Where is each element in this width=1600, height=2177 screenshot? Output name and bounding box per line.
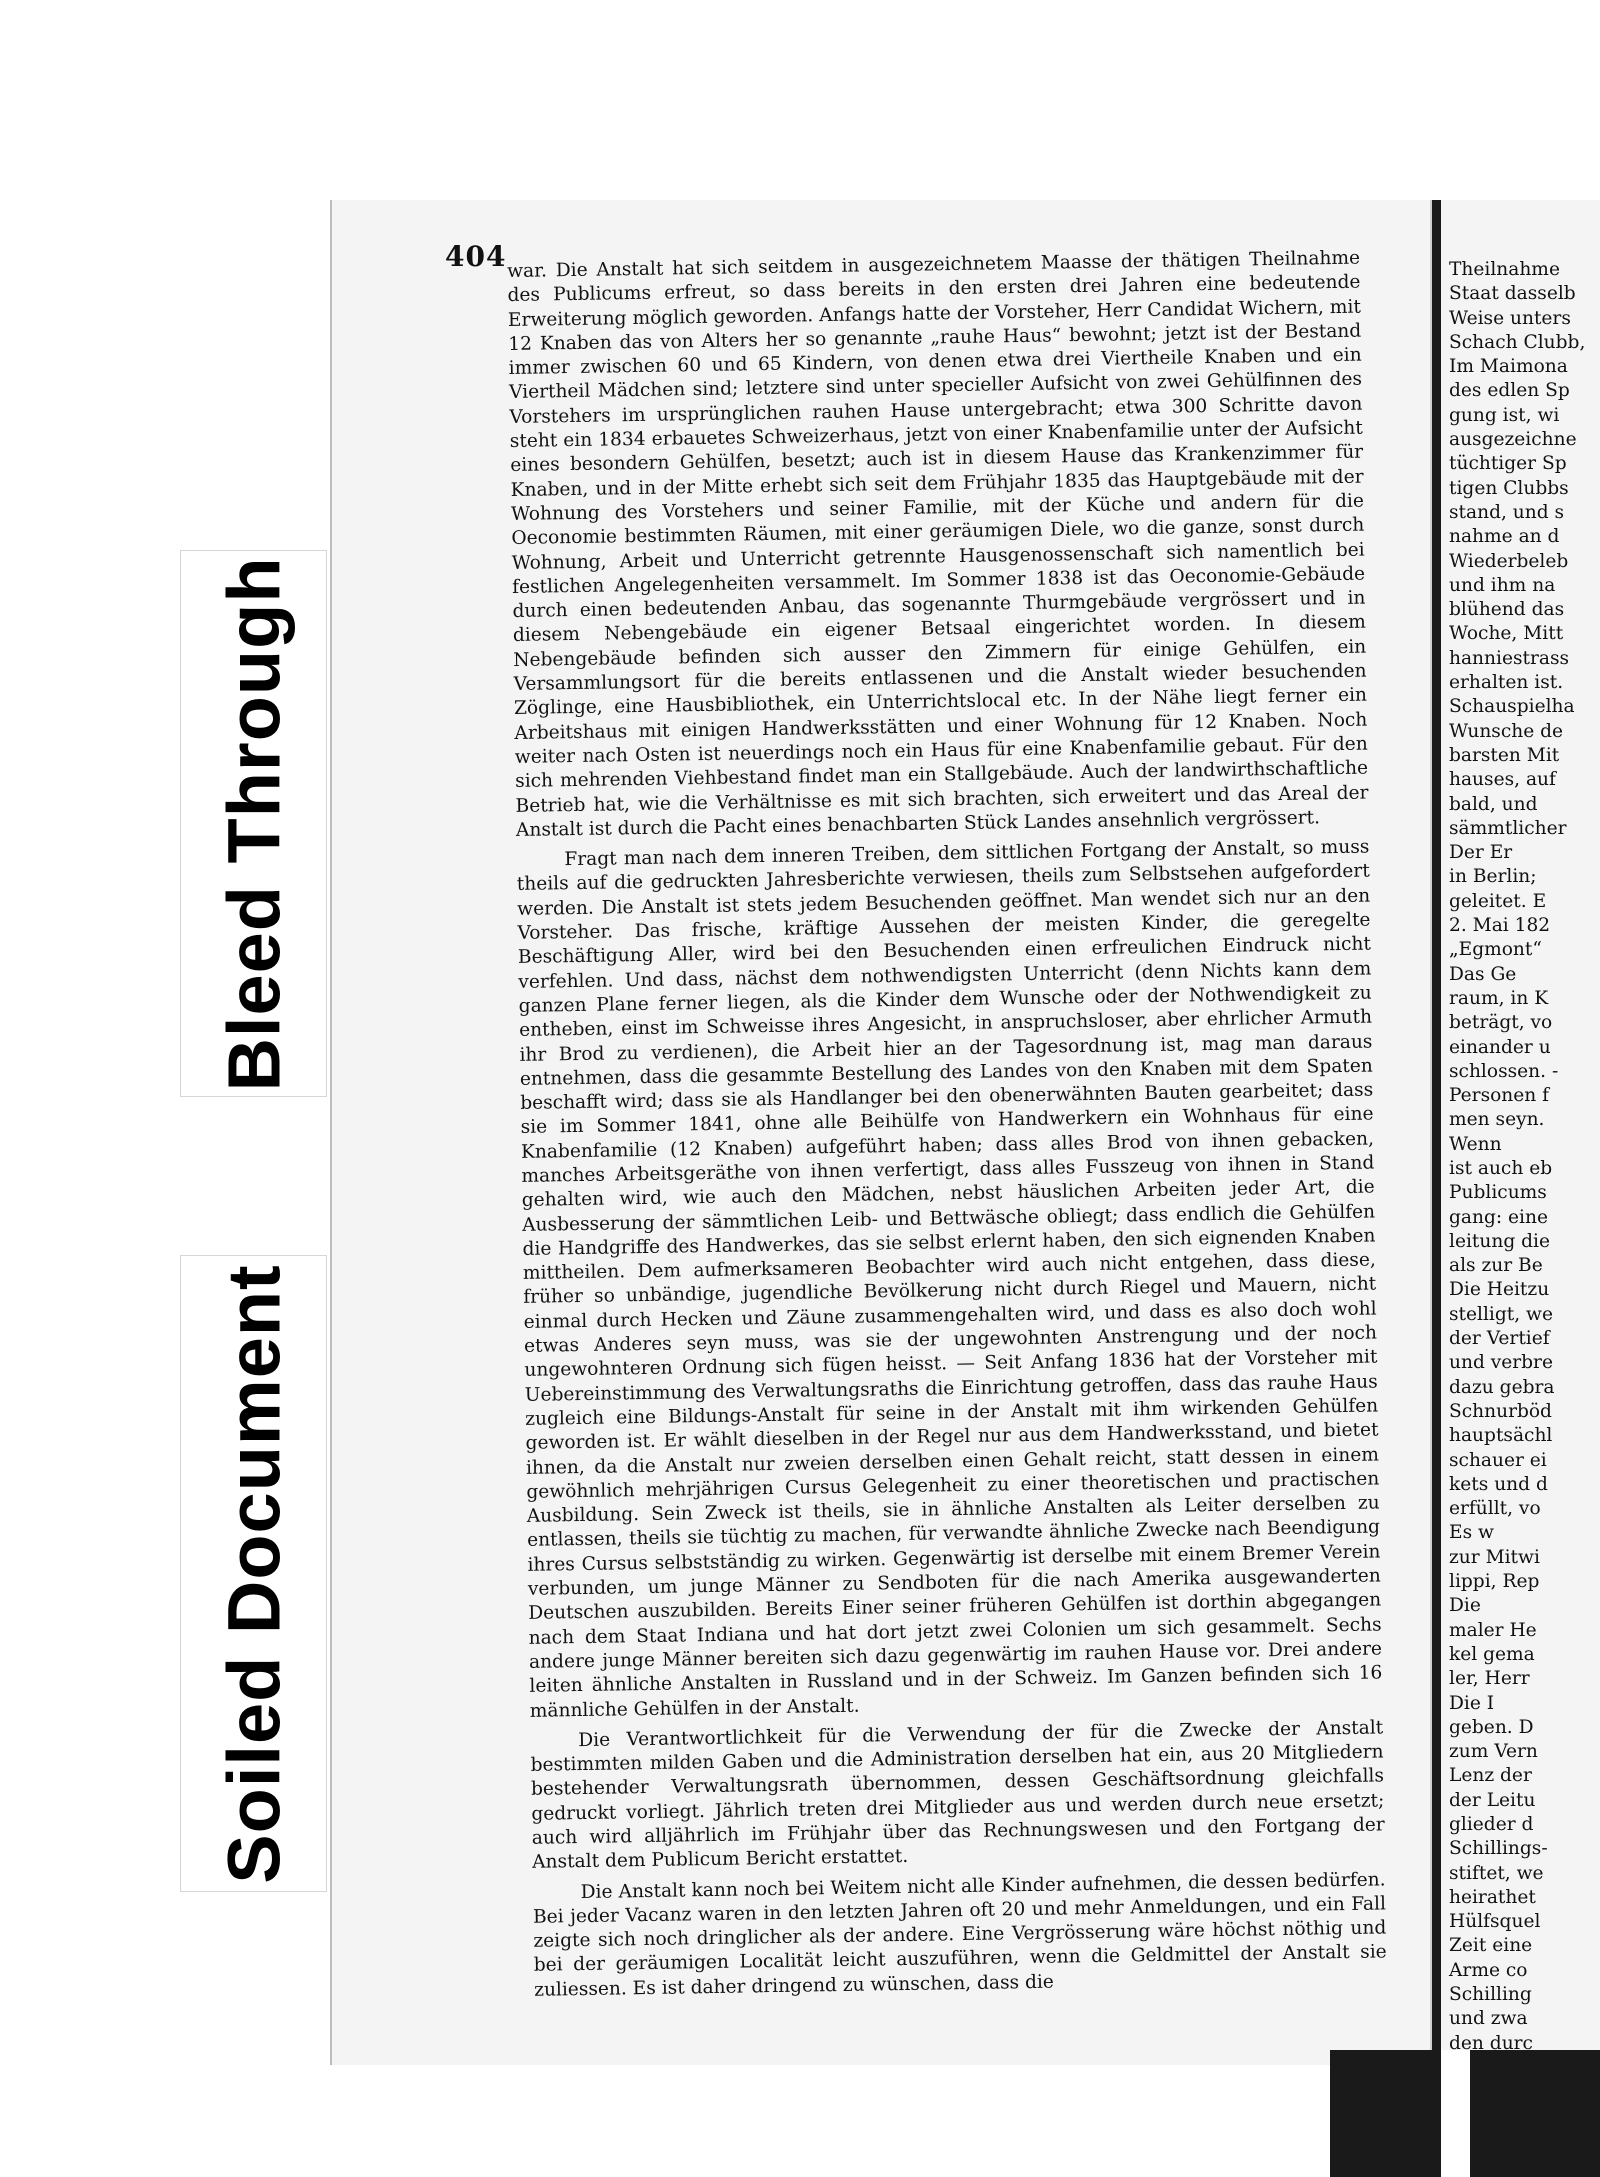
facing-page-line: nahme an d [1449,526,1560,548]
facing-page-line: Lenz der [1449,1765,1532,1787]
facing-page-line: den durc [1449,2032,1533,2050]
facing-page-line: heirathet [1449,1886,1536,1908]
facing-page-line: Wunsche de [1449,720,1564,742]
facing-page-line: des edlen Sp [1449,380,1570,402]
facing-page-line: Es w [1449,1522,1494,1544]
facing-page-line: erfüllt, vo [1449,1498,1541,1520]
facing-page-line: Schauspielha [1449,696,1575,718]
facing-page-line: und verbre [1449,1352,1553,1374]
facing-page-line: blühend das [1449,599,1565,621]
bleed-through-tag [180,550,327,1097]
facing-page-line: Theilnahme [1449,259,1560,280]
facing-page-line: Hülfsquel [1449,1911,1541,1933]
facing-page-line: hauses, auf [1449,769,1556,791]
facing-page-line: zur Mitwi [1449,1546,1540,1568]
facing-page-line: maler He [1449,1619,1537,1641]
facing-page-line: Zeit eine [1449,1935,1533,1957]
facing-page-line: Das Ge [1449,963,1517,985]
book-gutter [1432,200,1441,2177]
facing-page-line: lippi, Rep [1449,1571,1540,1593]
facing-page-line: Arme co [1449,1959,1528,1981]
facing-page-line: der Vertief [1449,1328,1550,1350]
facing-page-line: geleitet. E [1449,890,1547,912]
bleed-through-label: Bleed Through [212,555,295,1092]
book-page [330,200,1434,2065]
facing-page-line: raum, in K [1449,987,1549,1009]
facing-page-line: men seyn. [1449,1109,1545,1131]
facing-page-line: stiftet, we [1449,1862,1544,1884]
facing-page-line: kets und d [1449,1473,1548,1495]
facing-page-line: hauptsächl [1449,1425,1553,1447]
facing-page-line: „Egmont“ [1449,939,1542,961]
facing-page-text [1449,258,1600,2050]
facing-page-line: bald, und [1449,793,1538,815]
facing-page-line: stelligt, we [1449,1303,1553,1325]
facing-page-line: zum Vern [1449,1741,1538,1763]
facing-page-line: in Berlin; [1449,866,1537,888]
soiled-document-tag [180,1255,327,1892]
facing-page-line: Schach Clubb, [1449,331,1586,353]
facing-page-line: ler, Herr [1449,1668,1530,1690]
facing-page-line: Schilling [1449,1984,1532,2006]
facing-page-line: tüchtiger Sp [1449,453,1567,475]
facing-page-line: Schnurböd [1449,1400,1552,1422]
facing-page-line: Schillings- [1449,1838,1548,1860]
facing-page-line: Die I [1449,1692,1495,1714]
facing-page-line: gang: eine [1449,1206,1548,1228]
facing-page-line: tigen Clubbs [1449,477,1569,499]
facing-page-line: ausgezeichne [1449,429,1577,451]
facing-page-line: gung ist, wi [1449,404,1560,426]
facing-page-line: Der Er [1449,842,1513,864]
paragraph: war. Die Anstalt hat sich seitdem in ausgezeichnetem Maasse der thätigen Theilnahme des Publicums erfreut, so dass bereits in den ersten drei Jahren eine bedeutende Erweiterung möglich geworden. Anfangs hatte der Vorsteher, Herr Candidat Wichern, mit 12 Knaben das von Alters her so genannte „rauhe Haus“ bewohnt; jetzt ist der Bestand immer zwischen 60 und 65 Kindern, von denen etwa drei Viertheile Knaben und ein Viertheil Mädchen sind; letztere sind unter specieller Aufsicht von zwei Gehülfinnen des Vorstehers im ursprünglichen rauhen Hause untergebracht; etwa 300 Schritte davon steht ein 1834 erbauetes Schweizerhaus, jetzt von einer Knabenfamilie unter der Aufsicht eines besondern Gehülfen, besetzt; auch ist in diesem Hause das Krankenzimmer für Knaben, und in der Mitte erhebt sich seit dem Frühjahr 1835 das Hauptgebäude mit der Wohnung des Vorstehers und seiner Familie, mit der Küche und andern für die Oeconomie bestimmten Räumen, mit einer geräumigen Diele, wo die ganze, sonst durch Wohnung, Arbeit und Unterricht getrennte Hausgenossenschaft sich namentlich bei festlichen Angelegenheiten versammelt. Im Sommer 1838 ist das Oeconomie-Gebäude durch einen bedeutenden Anbau, das sogenannte Thurmgebäude vergrössert und in diesem Nebengebäude ein eigener Betsaal eingerichtet worden. In diesem Nebengebäude befinden sich ausser den Zimmern für einige Gehülfen, ein Versammlungsort für die bereits entlassenen und die Anstalt wieder besuchenden Zöglinge, eine Hausbibliothek, ein Unterrichtslocal etc. In der Nähe liegt ferner ein Arbeitshaus mit einigen Handwerksstätten und einer Wohnung für 12 Knaben. Noch weiter nach Osten ist neuerdings noch ein Haus für eine Knabenfamilie gebaut. Für den sich mehrenden Viehbestand findet man ein Stallgebäude. Auch der landwirthschaftliche Betrieb hat, wie die Verhältnisse es mit sich brachten, sich erweitert und das Areal der Anstalt ist durch die Pacht eines benachbarten Stück Landes ansehnlich vergrössert. [507,247,1369,841]
facing-page-line: Wiederbeleb [1449,550,1569,572]
facing-page-line: beträgt, vo [1449,1012,1553,1034]
facing-page-line: sämmtlicher [1449,817,1567,839]
facing-page-line: barsten Mit [1449,744,1560,766]
facing-page [1441,200,1600,2050]
scan-border [1330,2050,1432,2177]
page-number: 404 [445,240,507,273]
paragraph: Die Anstalt kann noch bei Weitem nicht alle Kinder aufnehmen, die dessen bedürfen. Bei jeder Vacanz waren in den letzten Jahren oft 20 und mehr Anmeldungen, und ein Fall zeigte sich noch dringlicher als der andere. Eine Vergrösserung wäre höchst nöthig und bei der geräumigen Localität leicht auszuführen, wenn die Geldmittel der Anstalt sie zuliessen. Es ist daher dringend zu wünschen, dass die [532,1868,1387,2001]
facing-page-line: Die [1449,1595,1481,1617]
facing-page-line: Staat dasselb [1449,283,1576,305]
facing-page-line: Wenn [1449,1133,1502,1155]
facing-page-line: ist auch eb [1449,1157,1553,1179]
soiled-document-label: Soiled Document [212,1263,295,1884]
paragraph: Die Verantwortlichkeit für die Verwendung der für die Zwecke der Anstalt bestimmten milden Gaben und die Administration derselben hat ein, aus 20 Mitgliedern bestehender Verwaltungsrath übernommen, dessen Geschäftsordnung gleichfalls gedruckt vorliegt. Jährlich treten drei Mitglieder aus und werden durch neue ersetzt; auch wird alljährlich im Frühjahr über das Rechnungswesen und den Fortgang der Anstalt dem Publicum Bericht erstattet. [530,1717,1385,1874]
facing-page-line: und ihm na [1449,574,1556,596]
facing-page-line: glieder d [1449,1814,1534,1835]
facing-page-line: Publicums [1449,1182,1547,1204]
facing-page-line: erhalten ist. [1449,672,1564,694]
facing-page-line: einander u [1449,1036,1551,1058]
facing-page-line: dazu gebra [1449,1376,1555,1398]
facing-page-line: der Leitu [1449,1789,1536,1811]
facing-page-line: stand, und s [1449,501,1565,523]
facing-page-line: schlossen. - [1449,1060,1559,1082]
scan-border [1470,2050,1600,2177]
facing-page-line: und zwa [1449,2008,1528,2030]
facing-page-line: 2. Mai 182 [1449,915,1551,937]
facing-page-line: Weise unters [1449,307,1571,329]
facing-page-line: leitung die [1449,1230,1550,1252]
facing-page-line: als zur Be [1449,1255,1543,1277]
facing-page-line: kel gema [1449,1643,1535,1665]
facing-page-line: Woche, Mitt [1449,623,1564,645]
facing-page-line: schauer ei [1449,1449,1547,1471]
paragraph: Fragt man nach dem inneren Treiben, dem sittlichen Fortgang der Anstalt, so muss theils auf die gedruckten Jahresberichte verwiesen, theils zum Selbstsehen aufgefordert werden. Die Anstalt ist stets jedem Besuchenden geöffnet. Man wendet sich nur an den Vorsteher. Das frische, kräftige Aussehen der meisten Kinder, die geregelte Beschäftigung Aller, wird bei den Besuchenden einen erfreulichen Eindruck nicht verfehlen. Und dass, nächst dem nothwendigsten Unterricht (denn Nichts kann dem ganzen Plane ferner liegen, als die Kinder dem Wunsche oder der Nothwendigkeit zu entheben, einst im Schweisse ihres Angesicht, in anspruchsloser, aber ehrlicher Armuth ihr Brod zu verdienen), die Arbeit hier an der Tagesordnung ist, mag man daraus entnehmen, dass die gesammte Bestellung des Landes von den Knaben mit dem Spaten beschafft wird; dass sie als Handlanger bei den obenerwähnten Bauten gearbeitet; dass sie im Sommer 1841, ohne alle Beihülfe von Handwerkern ein Wohnhaus für eine Knabenfamilie (12 Knaben) aufgeführt haben; dass alles Brod von ihnen gebacken, manches Arbeitsgeräthe von ihnen verfertigt, dass alles Fusszeug von ihnen in Stand gehalten wird, wie auch den Mädchen, nebst häuslichen Arbeiten jeder Art, die Ausbesserung der sämmtlichen Leib- und Bettwäsche obliegt; dass endlich die Gehülfen die Handgriffe des Handwerkes, das sie selbst erlernt haben, den sich eignenden Knaben mittheilen. Dem aufmerksameren Beobachter wird auch nicht entgehen, dass diese, früher so unbändige, jugendliche Bevölkerung nicht durch Riegel und Mauern, nicht einmal durch Hecken und Zäune zusammengehalten wird, und dass es also doch wohl etwas Anderes seyn muss, was sie der ungewohnten Anstrengung und der noch ungewohnteren Ordnung sich fügen heisst. — Seit Anfang 1836 hat der Vorsteher mit Uebereinstimmung des Verwaltungsraths die Einrichtung getroffen, dass das rauhe Haus zugleich eine Bildungs-Anstalt für seine in der Anstalt mit ihm wirkenden Gehülfen geworden ist. Er wählt dieselben in der Regel nur aus dem Handwerksstand, und bietet ihnen, da die Anstalt nur zweien derselben einen Gehalt reicht, statt dessen in einem gewöhnlich mehrjährigen Cursus Gelegenheit zu einer theoretischen und practischen Ausbildung. Sein Zweck ist theils, sie in ähnliche Anstalten als Leiter derselben zu entlassen, theils sie tüchtig zu machen, für verwandte ähnliche Zwecke nach Beendigung ihres Cursus selbstständig zu wirken. Gegenwärtig ist derselbe mit einem Bremer Verein verbunden, um junge Männer zu Sendboten für die nach Amerika ausgewanderten Deutschen auszubilden. Bereits Einer seiner früheren Gehülfen ist dorthin abgegangen nach dem Staat Indiana und hat dort jetzt zwei Colonien um sich gesammelt. Sechs andere junge Männer bereiten sich dazu gegenwärtig im rauhen Hause vor. Drei andere leiten ähnliche Anstalten in Russland und in der Schweiz. Im Ganzen befinden sich 16 männliche Gehülfen in der Anstalt. [516,836,1383,1722]
facing-page-line: Personen f [1449,1085,1550,1107]
page-body [507,247,1387,2003]
facing-page-line: geben. D [1449,1716,1534,1738]
facing-page-line: hanniestrass [1449,647,1570,669]
facing-page-line: Im Maimona [1449,356,1568,378]
facing-page-line: Die Heitzu [1449,1279,1550,1301]
